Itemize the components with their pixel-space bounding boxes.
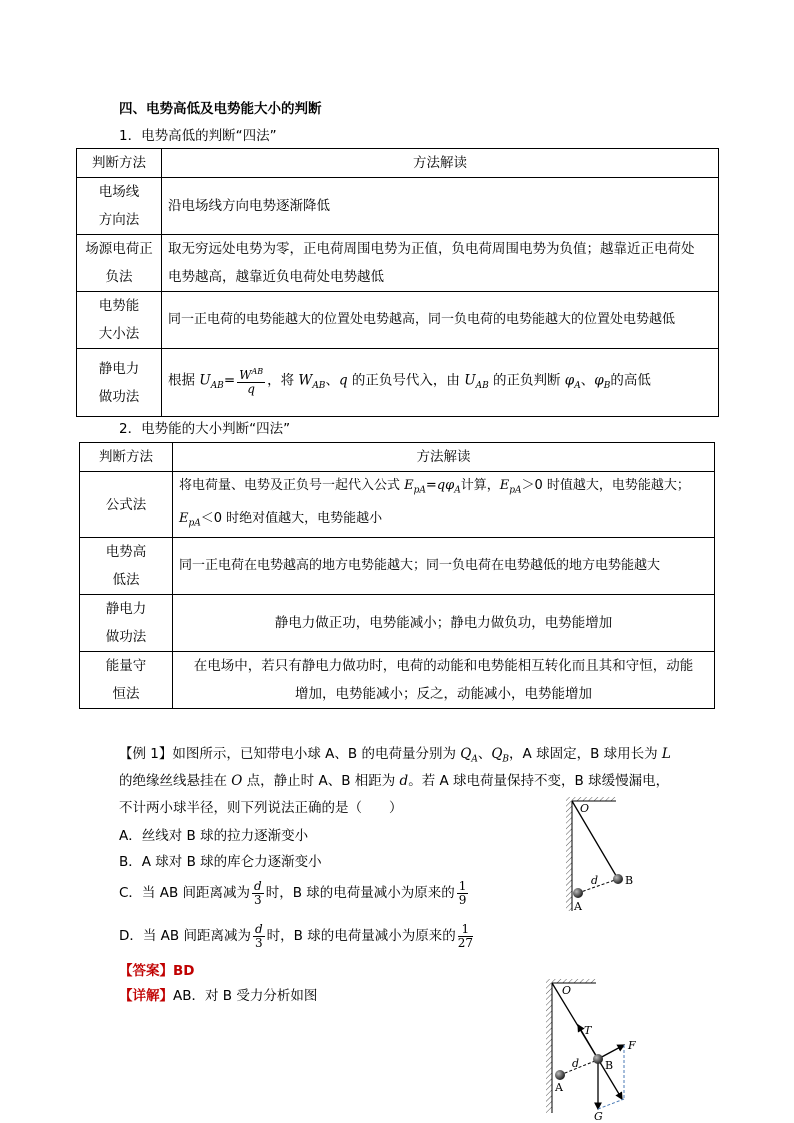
example-line-1: 【例 1】如图所示，已知带电小球 A、B 的电荷量分别为 $Q_A$、$Q_B$，A 球固定，B 球用长为 L [119, 746, 671, 765]
method-cell: 场源电荷正 负法 [77, 235, 162, 292]
label-d: d [572, 1057, 580, 1070]
option-c: C．当 AB 间距离减为 $\frac{d}{3}$ 时，B 球的电荷量减小为原来的 $\frac{1}{9}$ [119, 878, 467, 907]
ball-b [613, 874, 623, 884]
header-explanation: 方法解读 [162, 149, 719, 178]
table-row [77, 235, 719, 292]
label-b: B [625, 874, 634, 887]
method-cell: 公式法 [80, 472, 173, 538]
desc-cell: 在电场中，若只有静电力做功时，电荷的动能和电势能相互转化而且其和守恒，动能 增加，电势能减小；反之，动能减小，电势能增加 [173, 652, 715, 709]
label-f: F [628, 1039, 636, 1052]
thread [572, 801, 618, 879]
figure-force-diagram [540, 977, 660, 1122]
table-potential-methods [76, 148, 719, 417]
label-g: G [594, 1110, 603, 1122]
answer-line: 【答案】BD [119, 963, 195, 979]
desc-cell: 静电力做正功，电势能减小；静电力做负功，电势能增加 [173, 595, 715, 652]
parallelogram-side [598, 1099, 624, 1109]
label-d: d [591, 874, 599, 887]
fraction: $\frac{1}{27}$ [457, 921, 474, 950]
fraction: $\frac{W^{AB}}{q}$ [239, 366, 264, 396]
option-d: D．当 AB 间距离减为 $\frac{d}{3}$ 时，B 球的电荷量减小为原来的 $\frac{1}{27}$ [119, 921, 474, 950]
table-row [77, 292, 719, 349]
subsection-title-1: 1．电势高低的判断“四法” [119, 128, 277, 144]
wall [566, 801, 572, 911]
fraction: $\frac{1}{9}$ [458, 878, 467, 907]
label-o: O [562, 984, 572, 997]
ball-b [593, 1054, 603, 1064]
figure-pendulum [560, 795, 660, 920]
table-header-row [77, 149, 719, 178]
table-row [80, 595, 715, 652]
ceiling [566, 797, 616, 801]
desc-cell: 沿电场线方向电势逐渐降低 [162, 178, 719, 235]
wall [546, 983, 552, 1113]
desc-cell: 同一正电荷的电势能越大的位置处电势越高，同一负电荷的电势能越大的位置处电势越低 [162, 292, 719, 349]
header-method: 判断方法 [77, 149, 162, 178]
method-cell: 静电力 做功法 [80, 595, 173, 652]
table-row [80, 538, 715, 595]
section-title: 四、电势高低及电势能大小的判断 [119, 101, 322, 117]
desc-cell: 同一正电荷在电势越高的地方电势能越大；同一负电荷在电势越低的地方电势能越大 [173, 538, 715, 595]
method-cell: 电场线 方向法 [77, 178, 162, 235]
method-cell: 电势能 大小法 [77, 292, 162, 349]
ball-a [573, 888, 583, 898]
subsection-title-2: 2．电势能的大小判断“四法” [119, 421, 291, 437]
table-row [77, 349, 719, 417]
option-a: A．丝线对 B 球的拉力逐渐变小 [119, 828, 309, 844]
fraction: $\frac{d}{3}$ [254, 878, 262, 907]
header-explanation: 方法解读 [173, 443, 715, 472]
fraction: $\frac{d}{3}$ [254, 921, 263, 950]
label-a: A [574, 900, 582, 913]
header-method: 判断方法 [80, 443, 173, 472]
ball-a [555, 1070, 565, 1080]
detail-line: 【详解】AB．对 B 受力分析如图 [119, 988, 318, 1004]
label-a: A [555, 1081, 563, 1094]
example-line-2: 的绝缘丝线悬挂在 O 点，静止时 A、B 相距为 d。若 A 球电荷量保持不变，B 球缓慢漏电， [119, 773, 670, 789]
example-line-3: 不计两小球半径，则下列说法正确的是（ ） [119, 800, 403, 816]
table-row [77, 178, 719, 235]
method-cell: 静电力 做功法 [77, 349, 162, 417]
label-b: B [605, 1059, 614, 1072]
desc-cell: 取无穷远处电势为零，正电荷周围电势为正值，负电荷周围电势为负值；越靠近正电荷处 电势越高，越靠近负电荷处电势越低 [162, 235, 719, 292]
method-cell: 能量守 恒法 [80, 652, 173, 709]
desc-cell: 根据 $U_{AB}=$ $\frac{W^{AB}}{q}$ ，将 $W_{AB}$、q 的正负号代入，由 $U_{AB}$ 的正负判断 $\varphi_A$、$\varphi_B$的高低 [162, 349, 719, 417]
label-o: O [580, 802, 590, 815]
label-t: T [584, 1024, 592, 1037]
table-header-row [80, 443, 715, 472]
desc-cell: 将电荷量、电势及正负号一起代入公式 $E_{pA}=q\varphi_A$计算，$E_{pA}>0$ 时值越大，电势能越大； $E_{pA}<0$ 时绝对值越大，电势能越小 [173, 472, 715, 538]
ceiling [546, 979, 596, 983]
table-row [80, 472, 715, 538]
table-row [80, 652, 715, 709]
method-cell: 电势高 低法 [80, 538, 173, 595]
option-b: B．A 球对 B 球的库仑力逐渐变小 [119, 854, 322, 870]
table-energy-methods [79, 442, 715, 709]
